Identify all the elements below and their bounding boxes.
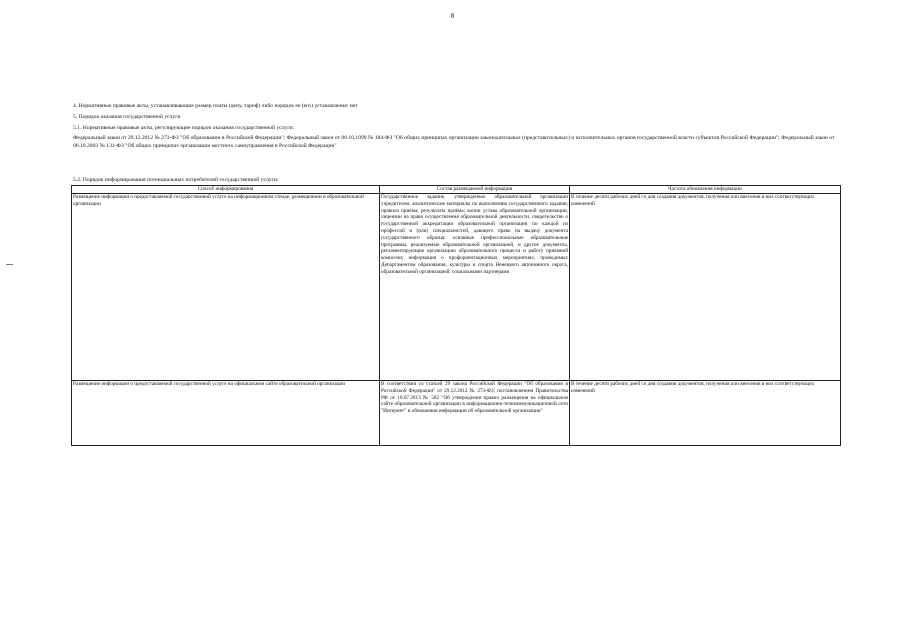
header-frequency: Частота обновления информации xyxy=(570,186,841,194)
header-content: Состав размещаемой информации xyxy=(380,186,570,194)
cell-method: Размещение информации о предоставляемой государственной услуге на официальном сайте образовательной организации xyxy=(72,381,380,446)
cell-method: Размещение информации о предоставляемой государственной услуге на информационном стенде, размещенном в образовательной организации xyxy=(72,194,380,381)
section-5-2-heading: 5.2. Порядок информирования потенциальных потребителей государственной услуги: xyxy=(73,177,279,183)
table-row xyxy=(72,381,841,446)
section-5-1-text: Федеральный закон от 29.12.2012 № 273-ФЗ "Об образовании в Российской Федерации"; Федеральный закон от 06.10.1999 № 184-ФЗ "Об общих принципах организации законодательных (представительных) и исполнительных органов государственной власти субъектов Российской Федерации"; Федеральный закон от 06.10.2003 № 131-ФЗ "Об общих принципах организации местного самоуправления в Российской Федерации" xyxy=(73,135,835,149)
information-table xyxy=(71,185,841,446)
table-row xyxy=(72,194,841,381)
cell-content: В соответствии со статьей 29 закона Российской Федерации "Об образовании в Российской Федерации" от 29.12.2012 № 273-ФЗ; постановлением Правительства РФ от 10.07.2013 № 582 "Об утверждении правил размещения на официальном сайте образовательной организации в информационно-телекоммуникационной сети "Интернет" и обновления информации об образовательной организации" xyxy=(380,381,570,446)
section-4-text: 4. Нормативные правовые акты, устанавливающие размер платы (цену, тариф) либо порядок ее (его) установления: нет xyxy=(73,103,358,109)
section-5-heading: 5. Порядок оказания государственной услуги xyxy=(73,114,181,120)
cell-content: Государственное задание, утвержденное образовательной организации учредителем, аналитические материалы по выполнению государственного задания; правила приёма; результаты приёма; копии устава образовательной организации, лицензии на право осуществления образовательной деятельности, свидетельство о государственной аккредитации образовательной организации по каждой из профессий и (или) специальностей, дающего право на выдачу документа государственного образца; основные профессиональные образовательные программы, реализуемые образовательной организацией, и другие документы, регламентирующие организацию образовательного процесса и работу приемной комиссии; информация о профориентационных мероприятиях, проводимых Департаментом образования, культуры и спорта Ненецкого автономного округа, образовательной организацией, социальными партнерами xyxy=(380,194,570,381)
section-5-1-heading: 5.1. Нормативные правовые акты, регулирующие порядок оказания государственной услуги: xyxy=(73,125,295,131)
cell-frequency: В течение десяти рабочих дней со дня создания документов, получения или внесения в них соответствующих изменений xyxy=(570,381,841,446)
margin-mark xyxy=(6,264,13,265)
table-header-row xyxy=(72,186,841,194)
header-method: Способ информирования xyxy=(72,186,380,194)
page-number: 8 xyxy=(450,12,455,20)
cell-frequency: В течение десяти рабочих дней со дня создания документов, получения или внесения в них соответствующих изменений xyxy=(570,194,841,381)
